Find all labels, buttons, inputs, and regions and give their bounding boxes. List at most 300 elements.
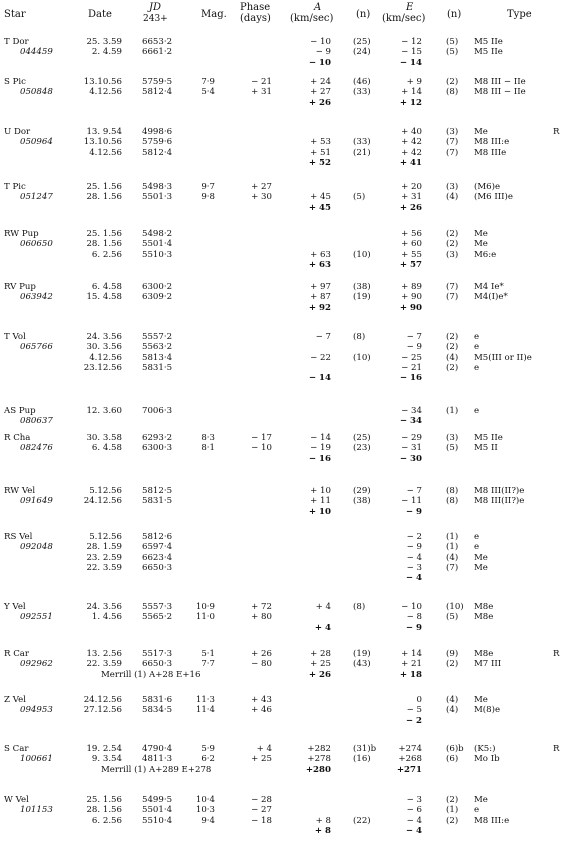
star-name: U Dor bbox=[4, 127, 31, 137]
cell-date: 25. 3.59 bbox=[86, 37, 122, 47]
cell-date: 13.10.56 bbox=[83, 137, 122, 148]
cell-date: 24.12.56 bbox=[83, 695, 122, 705]
cell-jd: 6653·2 bbox=[142, 37, 173, 47]
cell-n1: (38) bbox=[353, 496, 371, 507]
cell-jd: 5501·4 bbox=[142, 239, 173, 250]
star-name: T Pic bbox=[4, 182, 26, 192]
mean-e: + 90 bbox=[399, 302, 422, 313]
cell-a: − 10 bbox=[310, 37, 331, 47]
header-type: Type bbox=[507, 9, 532, 20]
cell-type: Me bbox=[474, 127, 488, 137]
cell-e: + 20 bbox=[401, 182, 422, 192]
cell-phase: + 25 bbox=[251, 754, 272, 765]
cell-mag: 9·7 bbox=[201, 182, 215, 192]
cell-a: + 4 bbox=[315, 602, 331, 612]
cell-jd: 5557·3 bbox=[142, 602, 173, 612]
cell-a: + 53 bbox=[310, 137, 331, 148]
cell-n2: (5) bbox=[446, 47, 459, 58]
cell-jd: 5812·4 bbox=[142, 147, 173, 158]
cell-date: 2. 4.59 bbox=[91, 47, 122, 58]
cell-e: + 42 bbox=[401, 147, 422, 158]
star-name: W Vel bbox=[4, 795, 29, 805]
cell-type: M8 III:e bbox=[474, 137, 510, 148]
star-name: RW Vel bbox=[4, 486, 36, 496]
cell-date: 28. 1.56 bbox=[86, 192, 122, 203]
cell-mag: 7·7 bbox=[201, 659, 215, 670]
cell-type: M8e bbox=[474, 602, 494, 612]
cell-n2: (5) bbox=[446, 612, 459, 623]
cell-date: 28. 1.56 bbox=[86, 239, 122, 250]
cell-type: Me bbox=[474, 795, 488, 805]
cell-n1: (33) bbox=[353, 137, 371, 148]
cell-n2: (6) bbox=[446, 754, 459, 765]
star-name: Y Vel bbox=[4, 602, 26, 612]
cell-n2: (2) bbox=[446, 362, 459, 373]
star-name: AS Pup bbox=[4, 406, 36, 416]
cell-n2: (10) bbox=[446, 602, 464, 612]
cell-n1: (19) bbox=[353, 292, 371, 303]
mean-e: +271 bbox=[396, 764, 422, 775]
mean-e: − 2 bbox=[405, 715, 422, 726]
mean-e: − 4 bbox=[405, 573, 422, 584]
mean-a: − 14 bbox=[308, 373, 331, 384]
cell-n1: (29) bbox=[353, 486, 371, 496]
cell-e: − 31 bbox=[401, 443, 422, 454]
cell-a: +282 bbox=[307, 744, 331, 754]
cell-phase: + 43 bbox=[251, 695, 272, 705]
cell-n2: (4) bbox=[446, 192, 459, 203]
mean-e: − 9 bbox=[405, 622, 422, 633]
cell-type: M5 IIe bbox=[474, 47, 503, 58]
cell-n1: (8) bbox=[353, 602, 366, 612]
cell-n2: (1) bbox=[446, 532, 459, 542]
cell-jd: 5812·5 bbox=[142, 486, 173, 496]
mean-a: − 16 bbox=[308, 453, 331, 464]
cell-flag: R bbox=[553, 127, 560, 137]
cell-e: + 42 bbox=[401, 137, 422, 148]
cell-phase: − 17 bbox=[251, 433, 272, 443]
cell-e: − 12 bbox=[401, 37, 422, 47]
cell-e: 0 bbox=[416, 695, 422, 705]
cell-n1: (23) bbox=[353, 443, 371, 454]
cell-a: + 28 bbox=[310, 649, 331, 659]
hd-number: 092551 bbox=[20, 612, 53, 623]
cell-phase: − 10 bbox=[251, 443, 272, 454]
mean-a: + 26 bbox=[308, 669, 331, 680]
mean-e: + 57 bbox=[399, 259, 422, 270]
star-name: RV Pup bbox=[4, 282, 36, 292]
cell-n1: (19) bbox=[353, 649, 371, 659]
header-e: E bbox=[406, 2, 414, 13]
cell-flag: R bbox=[553, 649, 560, 659]
cell-e: − 25 bbox=[401, 352, 422, 363]
cell-n1: (46) bbox=[353, 77, 371, 87]
cell-mag: 11·3 bbox=[195, 695, 215, 705]
cell-date: 28. 1.59 bbox=[86, 542, 122, 553]
cell-e: − 3 bbox=[406, 562, 422, 573]
cell-n2: (2) bbox=[446, 77, 459, 87]
hd-number: 100661 bbox=[20, 754, 53, 765]
cell-date: 6. 4.58 bbox=[91, 443, 122, 454]
header-star: Star bbox=[4, 9, 26, 20]
cell-jd: 5831·5 bbox=[142, 496, 173, 507]
cell-jd: 5759·6 bbox=[142, 137, 173, 148]
header-jd-sub: 243+ bbox=[143, 14, 168, 24]
cell-date: 6. 2.56 bbox=[91, 815, 122, 826]
cell-n1: (8) bbox=[353, 332, 366, 342]
header-date: Date bbox=[88, 9, 112, 20]
cell-date: 22. 3.59 bbox=[86, 562, 122, 573]
cell-n1: (43) bbox=[353, 659, 371, 670]
star-name: RS Vel bbox=[4, 532, 33, 542]
cell-date: 12. 3.60 bbox=[86, 406, 122, 416]
cell-a: − 9 bbox=[315, 47, 331, 58]
cell-n2: (7) bbox=[446, 137, 459, 148]
mean-e: − 34 bbox=[399, 416, 422, 427]
cell-phase: + 31 bbox=[251, 87, 272, 98]
cell-type: M8 III(II?)e bbox=[474, 486, 525, 496]
cell-type: M8 IIIe bbox=[474, 147, 507, 158]
cell-jd: 6300·2 bbox=[142, 282, 173, 292]
cell-e: +268 bbox=[398, 754, 422, 765]
hd-number: 092962 bbox=[20, 659, 53, 670]
cell-mag: 9·8 bbox=[201, 192, 215, 203]
cell-type: M5 II bbox=[474, 443, 498, 454]
cell-type: M8 III − IIe bbox=[474, 87, 526, 98]
cell-mag: 9·4 bbox=[201, 815, 215, 826]
cell-type: Me bbox=[474, 695, 488, 705]
cell-jd: 4790·4 bbox=[142, 744, 173, 754]
cell-n2: (5) bbox=[446, 443, 459, 454]
mean-a: + 10 bbox=[308, 506, 331, 517]
cell-type: M8e bbox=[474, 612, 494, 623]
cell-a: + 63 bbox=[310, 249, 331, 260]
hd-number: 080637 bbox=[20, 416, 53, 427]
cell-date: 19. 2.54 bbox=[86, 744, 122, 754]
cell-n2: (1) bbox=[446, 805, 459, 816]
cell-n2: (7) bbox=[446, 292, 459, 303]
star-name: S Pic bbox=[4, 77, 26, 87]
cell-jd: 5557·2 bbox=[142, 332, 173, 342]
cell-n2: (8) bbox=[446, 87, 459, 98]
cell-date: 24. 3.56 bbox=[86, 602, 122, 612]
header-jd: JD bbox=[149, 2, 162, 13]
cell-e: + 89 bbox=[401, 282, 422, 292]
cell-n2: (4) bbox=[446, 695, 459, 705]
cell-mag: 11·4 bbox=[195, 705, 215, 716]
cell-date: 23. 2.59 bbox=[86, 552, 122, 563]
cell-date: 25. 1.56 bbox=[86, 229, 122, 239]
hd-number: 044459 bbox=[20, 47, 53, 58]
hd-number: 051247 bbox=[20, 192, 53, 203]
star-name: S Car bbox=[4, 744, 29, 754]
cell-type: M7 III bbox=[474, 659, 502, 670]
cell-date: 5.12.56 bbox=[89, 532, 122, 542]
cell-type: e bbox=[474, 332, 480, 342]
cell-type: M8 III(II?)e bbox=[474, 496, 525, 507]
cell-mag: 8·3 bbox=[201, 433, 215, 443]
cell-mag: 7·9 bbox=[201, 77, 215, 87]
header-phase: Phase bbox=[240, 2, 271, 13]
hd-number: 101153 bbox=[20, 805, 53, 816]
cell-type: M5 IIe bbox=[474, 37, 503, 47]
cell-jd: 6650·3 bbox=[142, 562, 173, 573]
cell-a: +278 bbox=[307, 754, 331, 765]
star-name: R Car bbox=[4, 649, 30, 659]
cell-type: Me bbox=[474, 229, 488, 239]
cell-e: − 29 bbox=[401, 433, 422, 443]
cell-phase: + 72 bbox=[251, 602, 272, 612]
cell-type: e bbox=[474, 532, 480, 542]
cell-a: − 19 bbox=[310, 443, 331, 454]
cell-n2: (3) bbox=[446, 182, 459, 192]
mean-a: + 63 bbox=[308, 259, 331, 270]
header-e-sub: (km/sec) bbox=[382, 13, 426, 24]
cell-type: M4(I)e* bbox=[474, 292, 508, 303]
merrill-note: Merrill (1) A+28 E+16 bbox=[101, 669, 201, 680]
cell-jd: 6661·2 bbox=[142, 47, 173, 58]
cell-mag: 11·0 bbox=[195, 612, 215, 623]
cell-e: + 55 bbox=[401, 249, 422, 260]
cell-a: + 8 bbox=[315, 815, 331, 826]
cell-phase: − 28 bbox=[251, 795, 272, 805]
cell-a: + 51 bbox=[310, 147, 331, 158]
cell-type: M5(III or II)e bbox=[474, 352, 532, 363]
cell-e: − 11 bbox=[401, 496, 422, 507]
cell-n1: (5) bbox=[353, 192, 366, 203]
cell-phase: + 46 bbox=[251, 705, 272, 716]
cell-n2: (2) bbox=[446, 239, 459, 250]
cell-jd: 5813·4 bbox=[142, 352, 173, 363]
cell-type: M6:e bbox=[474, 249, 497, 260]
cell-phase: − 27 bbox=[251, 805, 272, 816]
star-name: T Dor bbox=[4, 37, 29, 47]
cell-jd: 5510·3 bbox=[142, 249, 173, 260]
cell-n2: (2) bbox=[446, 332, 459, 342]
cell-n1: (31)b bbox=[353, 744, 377, 754]
star-name: RW Pup bbox=[4, 229, 39, 239]
cell-date: 4.12.56 bbox=[89, 147, 122, 158]
cell-n2: (7) bbox=[446, 562, 459, 573]
header-a-sub: (km/sec) bbox=[290, 13, 334, 24]
cell-n1: (22) bbox=[353, 815, 371, 826]
cell-n1: (33) bbox=[353, 87, 371, 98]
cell-a: − 22 bbox=[310, 352, 331, 363]
cell-type: M(8)e bbox=[474, 705, 501, 716]
cell-jd: 5498·2 bbox=[142, 229, 173, 239]
cell-jd: 5759·5 bbox=[142, 77, 173, 87]
cell-jd: 5565·2 bbox=[142, 612, 173, 623]
cell-type: M8e bbox=[474, 649, 494, 659]
merrill-note: Merrill (1) A+289 E+278 bbox=[101, 764, 212, 775]
cell-a: + 27 bbox=[310, 87, 331, 98]
hd-number: 060650 bbox=[20, 239, 53, 250]
cell-e: − 15 bbox=[401, 47, 422, 58]
hd-number: 092048 bbox=[20, 542, 53, 553]
cell-jd: 5510·4 bbox=[142, 815, 173, 826]
cell-n2: (3) bbox=[446, 433, 459, 443]
star-name: R Cha bbox=[4, 433, 31, 443]
mean-e: + 26 bbox=[399, 202, 422, 213]
cell-n1: (10) bbox=[353, 249, 371, 260]
cell-date: 30. 3.58 bbox=[86, 433, 122, 443]
cell-jd: 5563·2 bbox=[142, 342, 173, 353]
cell-jd: 4811·3 bbox=[142, 754, 173, 765]
cell-mag: 5·4 bbox=[201, 87, 215, 98]
mean-e: − 16 bbox=[399, 373, 422, 384]
hd-number: 050964 bbox=[20, 137, 53, 148]
cell-jd: 6300·3 bbox=[142, 443, 173, 454]
cell-e: − 10 bbox=[401, 602, 422, 612]
cell-n1: (16) bbox=[353, 754, 371, 765]
cell-date: 4.12.56 bbox=[89, 352, 122, 363]
cell-jd: 6623·4 bbox=[142, 552, 173, 563]
cell-jd: 5831·5 bbox=[142, 362, 173, 373]
cell-phase: + 80 bbox=[251, 612, 272, 623]
cell-a: + 45 bbox=[310, 192, 331, 203]
cell-date: 13.10.56 bbox=[83, 77, 122, 87]
cell-n2: (7) bbox=[446, 282, 459, 292]
cell-n2: (3) bbox=[446, 127, 459, 137]
cell-type: e bbox=[474, 542, 480, 553]
cell-e: − 7 bbox=[406, 486, 422, 496]
cell-e: − 9 bbox=[406, 542, 422, 553]
cell-jd: 5517·3 bbox=[142, 649, 173, 659]
cell-n2: (3) bbox=[446, 249, 459, 260]
cell-flag: R bbox=[553, 744, 560, 754]
cell-phase: − 21 bbox=[251, 77, 272, 87]
mean-a: + 8 bbox=[314, 825, 331, 836]
cell-e: + 14 bbox=[401, 649, 422, 659]
cell-date: 6. 2.56 bbox=[91, 249, 122, 260]
cell-jd: 6293·2 bbox=[142, 433, 173, 443]
cell-type: Me bbox=[474, 552, 488, 563]
cell-e: − 6 bbox=[406, 805, 422, 816]
cell-phase: + 30 bbox=[251, 192, 272, 203]
cell-e: − 8 bbox=[406, 612, 422, 623]
cell-n2: (2) bbox=[446, 795, 459, 805]
cell-e: + 90 bbox=[401, 292, 422, 303]
cell-n1: (24) bbox=[353, 47, 371, 58]
cell-e: +274 bbox=[398, 744, 422, 754]
cell-jd: 7006·3 bbox=[142, 406, 173, 416]
mean-a: + 92 bbox=[308, 302, 331, 313]
mean-e: + 41 bbox=[399, 157, 422, 168]
hd-number: 063942 bbox=[20, 292, 53, 303]
cell-type: e bbox=[474, 805, 480, 816]
cell-n2: (5) bbox=[446, 37, 459, 47]
cell-mag: 6·2 bbox=[201, 754, 215, 765]
cell-e: − 4 bbox=[406, 815, 422, 826]
cell-n2: (2) bbox=[446, 815, 459, 826]
cell-date: 24.12.56 bbox=[83, 496, 122, 507]
cell-n2: (4) bbox=[446, 552, 459, 563]
cell-phase: + 4 bbox=[256, 744, 272, 754]
cell-date: 22. 3.59 bbox=[86, 659, 122, 670]
mean-a: + 26 bbox=[308, 97, 331, 108]
cell-mag: 10·4 bbox=[195, 795, 215, 805]
cell-type: e bbox=[474, 342, 480, 353]
cell-jd: 5834·5 bbox=[142, 705, 173, 716]
cell-e: − 3 bbox=[406, 795, 422, 805]
cell-phase: + 27 bbox=[251, 182, 272, 192]
cell-mag: 5·1 bbox=[201, 649, 215, 659]
cell-date: 13. 2.56 bbox=[86, 649, 122, 659]
cell-date: 25. 1.56 bbox=[86, 795, 122, 805]
cell-e: − 34 bbox=[401, 406, 422, 416]
cell-e: − 9 bbox=[406, 342, 422, 353]
cell-jd: 6650·3 bbox=[142, 659, 173, 670]
cell-e: − 4 bbox=[406, 552, 422, 563]
mean-a: + 52 bbox=[308, 157, 331, 168]
cell-n2: (6)b bbox=[446, 744, 464, 754]
mean-e: + 18 bbox=[399, 669, 422, 680]
cell-type: Me bbox=[474, 239, 488, 250]
cell-n1: (25) bbox=[353, 433, 371, 443]
cell-a: − 7 bbox=[315, 332, 331, 342]
cell-a: + 25 bbox=[310, 659, 331, 670]
cell-a: + 87 bbox=[310, 292, 331, 303]
cell-n1: (38) bbox=[353, 282, 371, 292]
cell-e: + 60 bbox=[401, 239, 422, 250]
cell-e: − 2 bbox=[406, 532, 422, 542]
cell-e: + 21 bbox=[401, 659, 422, 670]
header-n2: (n) bbox=[447, 9, 462, 20]
cell-n2: (9) bbox=[446, 649, 459, 659]
cell-jd: 5499·5 bbox=[142, 795, 173, 805]
cell-type: M8 III:e bbox=[474, 815, 510, 826]
cell-date: 1. 4.56 bbox=[91, 612, 122, 623]
hd-number: 094953 bbox=[20, 705, 53, 716]
cell-date: 28. 1.56 bbox=[86, 805, 122, 816]
cell-phase: − 80 bbox=[251, 659, 272, 670]
cell-jd: 6309·2 bbox=[142, 292, 173, 303]
cell-mag: 10·3 bbox=[195, 805, 215, 816]
cell-type: M8 III − IIe bbox=[474, 77, 526, 87]
cell-type: e bbox=[474, 406, 480, 416]
cell-date: 25. 1.56 bbox=[86, 182, 122, 192]
header-mag: Mag. bbox=[201, 9, 227, 20]
cell-e: − 21 bbox=[401, 362, 422, 373]
cell-n2: (7) bbox=[446, 147, 459, 158]
cell-a: + 24 bbox=[310, 77, 331, 87]
cell-date: 5.12.56 bbox=[89, 486, 122, 496]
star-name: Z Vel bbox=[4, 695, 26, 705]
cell-date: 6. 4.58 bbox=[91, 282, 122, 292]
cell-e: − 7 bbox=[406, 332, 422, 342]
cell-jd: 5812·6 bbox=[142, 532, 173, 542]
cell-mag: 10·9 bbox=[195, 602, 215, 612]
hd-number: 091649 bbox=[20, 496, 53, 507]
mean-e: − 9 bbox=[405, 506, 422, 517]
cell-jd: 5501·4 bbox=[142, 805, 173, 816]
cell-a: + 97 bbox=[310, 282, 331, 292]
star-name: T Vol bbox=[4, 332, 26, 342]
cell-n2: (4) bbox=[446, 705, 459, 716]
cell-date: 27.12.56 bbox=[83, 705, 122, 716]
cell-a: − 14 bbox=[310, 433, 331, 443]
cell-date: 4.12.56 bbox=[89, 87, 122, 98]
cell-e: − 5 bbox=[406, 705, 422, 716]
cell-jd: 5501·3 bbox=[142, 192, 173, 203]
cell-n2: (8) bbox=[446, 486, 459, 496]
cell-n2: (4) bbox=[446, 352, 459, 363]
cell-phase: − 18 bbox=[251, 815, 272, 826]
cell-n2: (1) bbox=[446, 542, 459, 553]
mean-e: + 12 bbox=[399, 97, 422, 108]
cell-e: + 14 bbox=[401, 87, 422, 98]
cell-n2: (2) bbox=[446, 659, 459, 670]
